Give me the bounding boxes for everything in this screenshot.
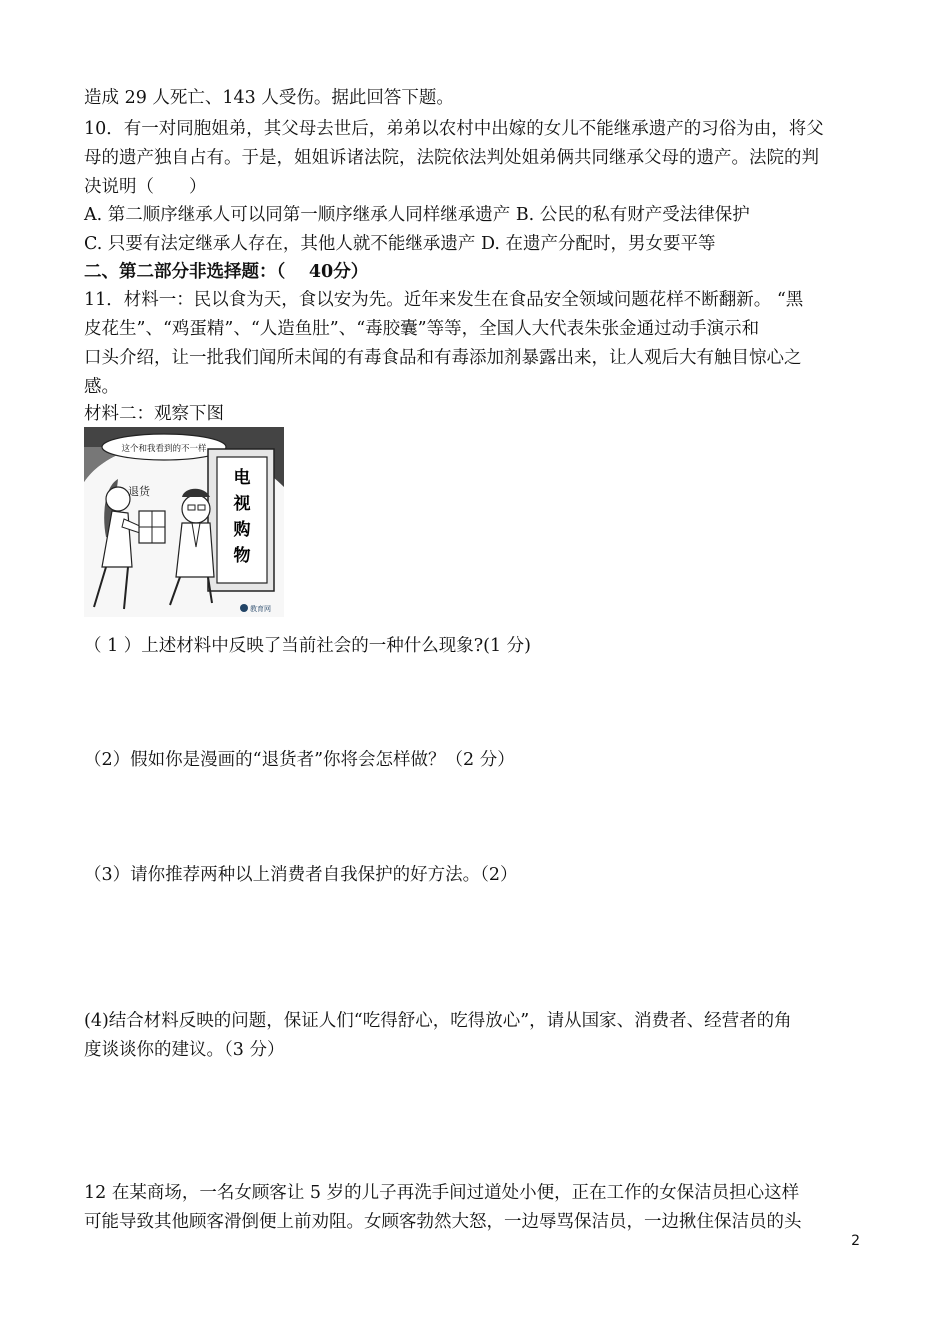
text-line: 度谈谈你的建议。（3 分） [84, 1040, 285, 1060]
question-12: 12 在某商场，一名女顾客让 5 岁的儿子再洗手间过道处小便，正在工作的女保洁员担心这样 [84, 1183, 800, 1203]
option-a-b: A. 第二顺序继承人可以同第一顺序继承人同样继承遗产 B. 公民的私有财产受法律保护 [84, 205, 750, 225]
question-11-2: （2）假如你是漫画的“退货者”你将会怎样做？（2 分） [84, 750, 515, 770]
material-two-label: 材料二：观察下图 [84, 404, 224, 424]
page-number: 2 [851, 1233, 860, 1249]
tv-char: 电 [233, 468, 251, 488]
speech-bubble-text: 这个和我看到的不一样 [121, 444, 207, 454]
tv-char: 购 [233, 520, 251, 540]
text-line: 造成 29 人死亡、143 人受伤。据此回答下题。 [84, 88, 454, 108]
option-c-d: C. 只要有法定继承人存在，其他人就不能继承遗产 D. 在遗产分配时，男女要平等 [84, 234, 716, 254]
question-11: 11．材料一：民以食为天，食以安为先。近年来发生在食品安全领域问题花样不断翻新。 “黑 [84, 290, 804, 310]
watermark: 教育网 [250, 605, 271, 613]
text-line: 母的遗产独自占有。于是，姐姐诉诸法院，法院依法判处姐弟俩共同继承父母的遗产。法院的判 [84, 148, 819, 168]
text-line: 决说明（ ） [84, 177, 207, 197]
text-line: 感。 [84, 377, 119, 397]
text-line: 口头介绍，让一批我们闻所未闻的有毒食品和有毒添加剂暴露出来，让人观后大有触目惊心之 [84, 348, 802, 368]
tv-char: 视 [233, 494, 251, 514]
section-heading: 二、第二部分非选择题：（ 40分） [84, 262, 369, 282]
text-line: 可能导致其他顾客滑倒便上前劝阻。女顾客勃然大怒，一边辱骂保洁员，一边揪住保洁员的头 [84, 1212, 802, 1232]
cartoon-label: 退货 [128, 485, 150, 498]
question-11-1: （ 1 ）上述材料中反映了当前社会的一种什么现象?(1 分) [84, 636, 531, 656]
text-line: 皮花生”、“鸡蛋精”、“人造鱼肚”、“毒胶囊”等等，全国人大代表朱张金通过动手演示和 [84, 319, 760, 339]
tv-char: 物 [233, 546, 251, 566]
question-11-4: (4)结合材料反映的问题，保证人们“吃得舒心，吃得放心”，请从国家、消费者、经营者的角 [84, 1011, 792, 1031]
question-11-3: （3）请你推荐两种以上消费者自我保护的好方法。（2） [84, 865, 518, 885]
question-10: 10．有一对同胞姐弟，其父母去世后，弟弟以农村中出嫁的女儿不能继承遗产的习俗为由，将父 [84, 119, 824, 139]
cartoon-image [84, 427, 284, 617]
